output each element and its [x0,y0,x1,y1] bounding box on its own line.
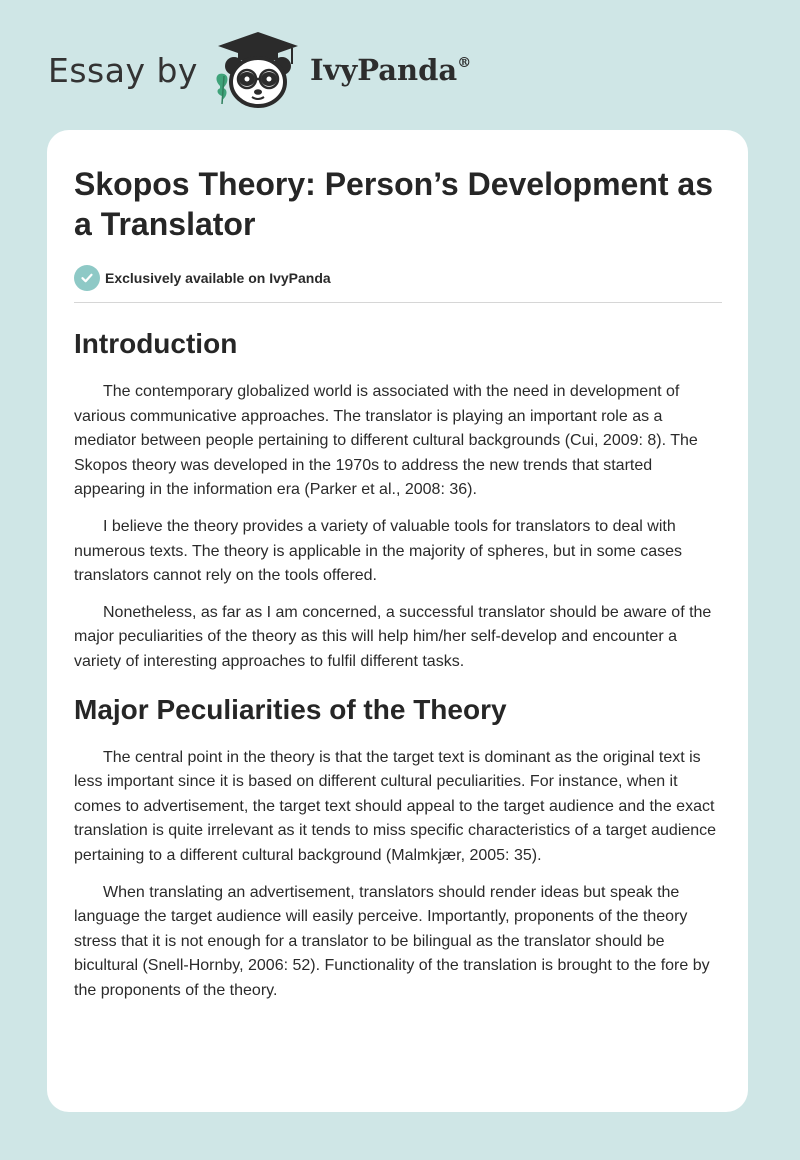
article-title: Skopos Theory: Person’s Development as a Translator [74,166,713,242]
paragraph: The contemporary globalized world is associated with the need in development of various communicative approaches. The translator is playing an important role as a mediator between people pertaining to different cultural backgrounds (Cui, 2009: 8). The Skopos theory was developed in the 1970s to address the new trends that started appearing in the information era (Parker et al., 2008: 36). [74,383,698,499]
site-header [48,30,471,110]
brand-name[interactable] [310,53,471,87]
exclusive-label: Exclusively available on IvyPanda [105,270,331,286]
article-card [47,130,748,1112]
exclusive-badge [74,264,722,292]
section-heading-introduction: Introduction [74,328,238,359]
check-circle-icon [74,265,100,291]
registered-mark: ® [457,55,472,71]
essay-by-label: Essay by [48,50,198,90]
section-heading-major-peculiarities: Major Peculiarities of the Theory [74,693,507,725]
paragraph: When translating an advertisement, translators should render ideas but speak the language the target audience will easily perceive. Importantly, proponents of the theory stress that it is not enough for a translator to be bilingual as the translator should be bicultural (Snell-Hornby, 2006: 52). Functionality of the translation is brought to the fore by the proponents of the theory. [74,883,710,999]
panda-graduate-logo-icon[interactable] [212,30,304,110]
divider [74,302,722,303]
brand-text: IvyPanda [309,53,458,87]
paragraph: The central point in the theory is that the target text is dominant as the original text is less important since it is based on different cultural peculiarities. For instance, when it comes to advertisement, the target text should appeal to the target audience and the exact translation is quite irrelevant as it tends to miss specific characteristics of a target audience pertaining to a different cultural background (Malmkjær, 2005: 35). [74,748,717,864]
paragraph: I believe the theory provides a variety of valuable tools for translators to deal with numerous texts. The theory is applicable in the majority of spheres, but in some cases translators cannot rely on the tools offered. [74,517,683,585]
paragraph: Nonetheless, as far as I am concerned, a successful translator should be aware of the major peculiarities of the theory as this will help him/her self-develop and encounter a variety of interesting approaches to fulfil different tasks. [74,603,712,670]
